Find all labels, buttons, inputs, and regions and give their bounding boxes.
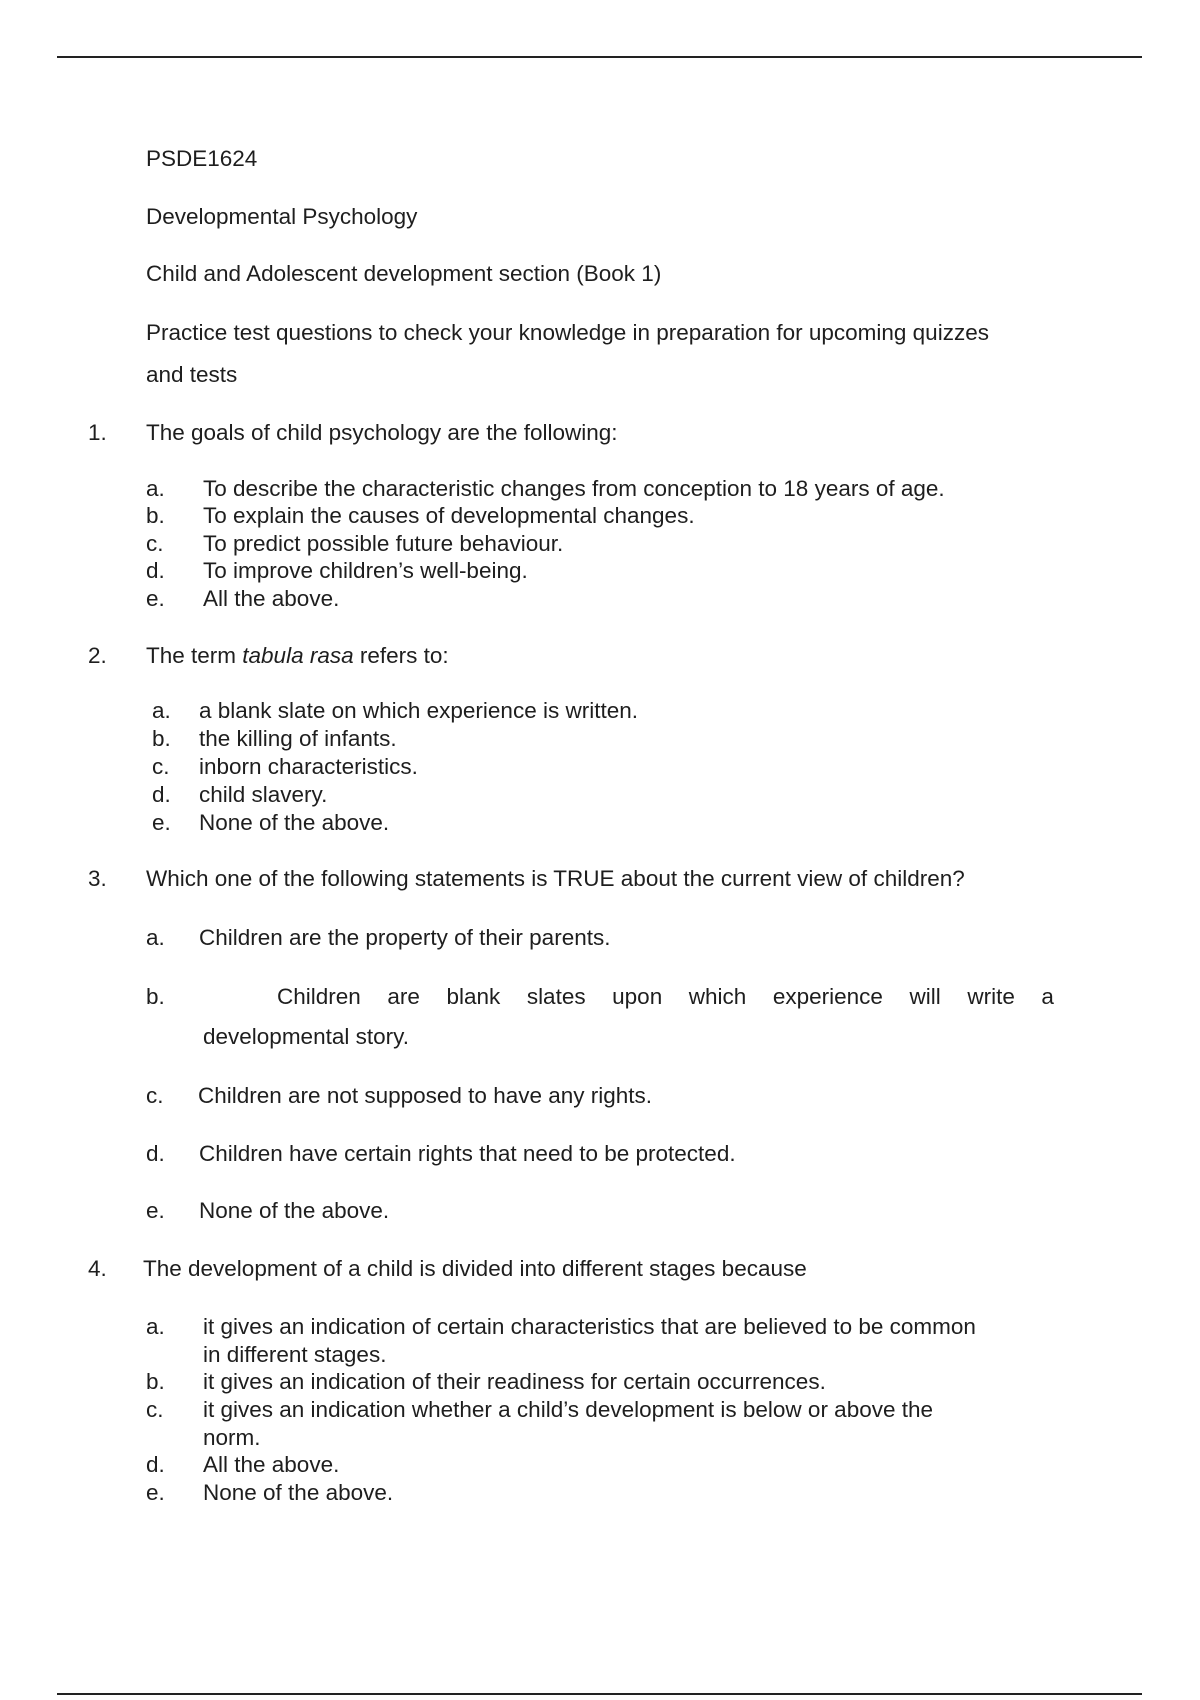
bottom-rule [57,1693,1142,1695]
option-text: it gives an indication of their readiness for certain occurrences. [203,1369,826,1394]
option-letter: a. [152,698,171,723]
option-letter: d. [146,1141,165,1166]
option-letter: a. [146,1314,165,1339]
option-text-continuation: in different stages. [203,1342,387,1367]
word: Children [277,984,361,1009]
option-text: Children are not supposed to have any rights. [198,1083,653,1108]
question-text: The development of a child is divided into different stages because [143,1256,807,1281]
word: a [1041,984,1054,1009]
question-text-before: The term [146,643,243,668]
word: experience [772,984,883,1009]
option-text: None of the above. [203,1480,394,1505]
intro-text-line-2: and tests [146,362,238,387]
option-text: To explain the causes of developmental changes. [203,503,695,528]
option-letter: b. [146,503,165,528]
option-text: To describe the characteristic changes from conception to 18 years of age. [203,476,945,501]
question-text: The goals of child psychology are the following: [146,420,618,445]
top-rule [57,56,1142,58]
question-number: 3. [88,866,107,891]
intro-text-line-1: Practice test questions to check your knowledge in preparation for upcoming quizzes [146,320,989,345]
option-text: inborn characteristics. [199,754,418,779]
option-text: it gives an indication whether a child’s development is below or above the [203,1397,934,1422]
option-letter: d. [152,782,171,807]
option-text-justified [277,984,1054,1010]
question-text: Which one of the following statements is TRUE about the current view of children? [146,866,965,891]
option-letter: c. [152,754,170,779]
word: which [688,984,747,1009]
option-text: the killing of infants. [199,726,397,751]
course-code: PSDE1624 [146,146,258,171]
question-number: 4. [88,1256,107,1281]
question-term-italic: tabula rasa [242,643,354,668]
option-text: To predict possible future behaviour. [203,531,564,556]
option-text: All the above. [203,586,340,611]
option-text: Children are the property of their parents. [199,925,611,950]
word: slates [526,984,586,1009]
option-text-continuation: norm. [203,1425,261,1450]
option-letter: a. [146,925,165,950]
course-name: Developmental Psychology [146,204,418,229]
option-text: All the above. [203,1452,340,1477]
option-letter: e. [146,586,165,611]
option-letter: d. [146,1452,165,1477]
option-text: None of the above. [199,810,390,835]
question-number: 1. [88,420,107,445]
word: are [387,984,420,1009]
option-letter: c. [146,1397,164,1422]
option-text: Children have certain rights that need to be protected. [199,1141,736,1166]
option-letter: e. [146,1198,165,1223]
option-letter: c. [146,531,164,556]
option-letter: b. [152,726,171,751]
option-letter: a. [146,476,165,501]
option-letter: b. [146,984,165,1009]
option-letter: e. [152,810,171,835]
option-text: To improve children’s well-being. [203,558,528,583]
option-text: child slavery. [199,782,328,807]
option-letter: c. [146,1083,164,1108]
section-title: Child and Adolescent development section (Book 1) [146,261,662,286]
word: upon [612,984,663,1009]
word: blank [446,984,501,1009]
word: will [909,984,941,1009]
word: write [967,984,1015,1009]
option-letter: d. [146,558,165,583]
option-text: a blank slate on which experience is written. [199,698,638,723]
question-number: 2. [88,643,107,668]
question-text [146,643,449,669]
option-text: None of the above. [199,1198,390,1223]
option-text: it gives an indication of certain characteristics that are believed to be common [203,1314,976,1339]
option-text-continuation: developmental story. [203,1024,409,1049]
option-letter: e. [146,1480,165,1505]
question-text-after: refers to: [353,643,449,668]
option-letter: b. [146,1369,165,1394]
